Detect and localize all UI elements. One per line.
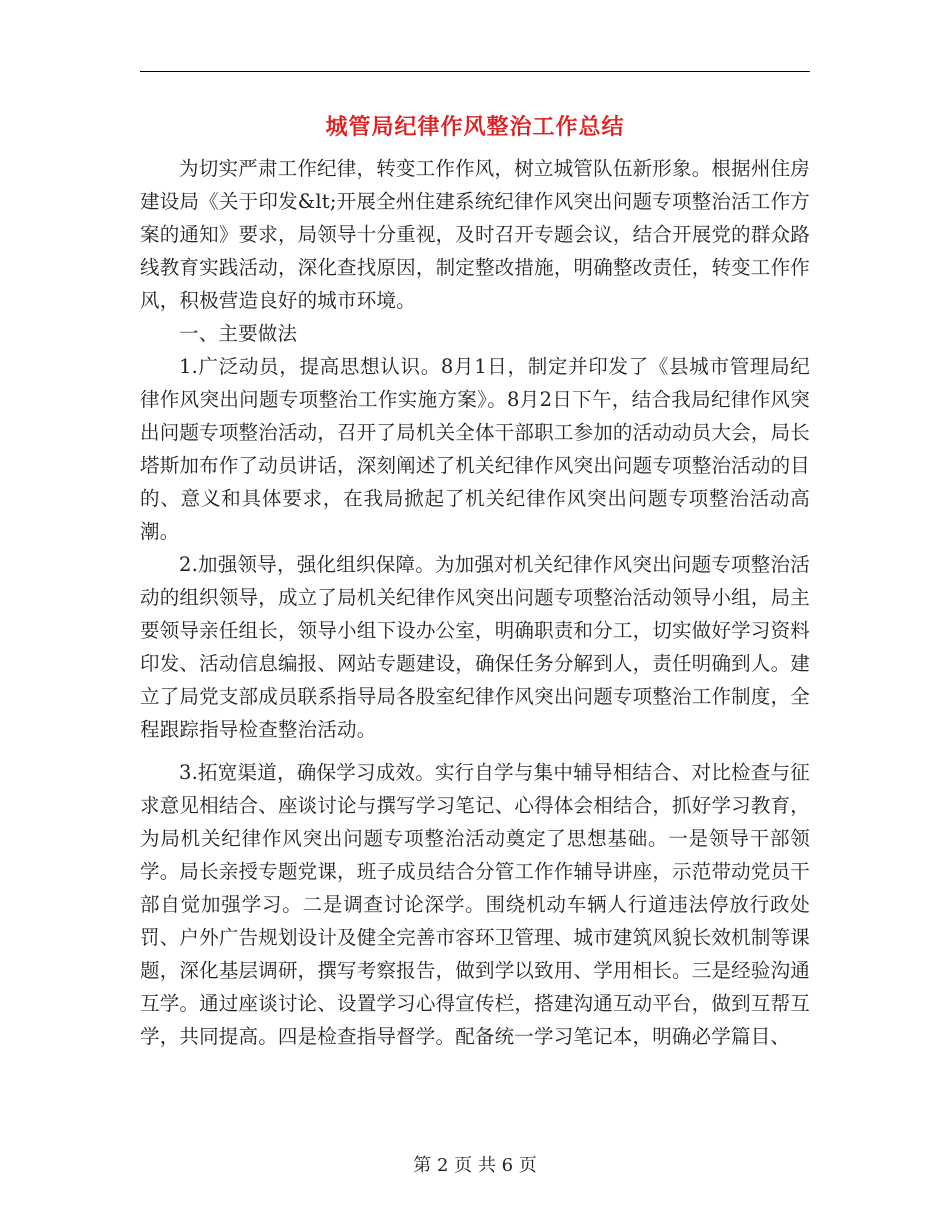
- paragraph-intro: 为切实严肃工作纪律，转变工作作风，树立城管队伍新形象。根据州住房建设局《关于印发&lt;开展全州住建系统纪律作风突出问题专项整治活工作方案的通知》要求，局领导十分重视，及时召开专题会议，结合开展党的群众路线教育实践活动，深化查找原因，制定整改措施，明确整改责任，转变工作作风，积极营造良好的城市环境。: [140, 157, 810, 312]
- document-body: [140, 152, 810, 1053]
- section-heading: 一、主要做法: [179, 322, 298, 345]
- page-footer: 第 2 页 共 6 页: [413, 1155, 537, 1176]
- paragraph-item-2: 2.加强领导，强化组织保障。为加强对机关纪律作风突出问题专项整治活动的组织领导，成立了局机关纪律作风突出问题专项整治活动领导小组，局主要领导亲任组长，领导小组下设办公室，明确职责和分工，切实做好学习资料印发、活动信息编报、网站专题建设，确保任务分解到人，责任明确到人。建立了局党支部成员联系指导局各股室纪律作风突出问题专项整治工作制度，全程跟踪指导检查整治活动。: [140, 553, 810, 741]
- document-title: 城管局纪律作风整治工作总结: [325, 114, 625, 140]
- header-rule: [140, 71, 810, 72]
- paragraph-item-3: 3.拓宽渠道，确保学习成效。实行自学与集中辅导相结合、对比检查与征求意见相结合、座谈讨论与撰写学习笔记、心得体会相结合，抓好学习教育，为局机关纪律作风突出问题专项整治活动奠定了思想基础。一是领导干部领学。局长亲授专题党课，班子成员结合分管工作作辅导讲座，示范带动党员干部自觉加强学习。二是调查讨论深学。围绕机动车辆人行道违法停放行政处罚、户外广告规划设计及健全完善市容环卫管理、城市建筑风貌长效机制等课题，深化基层调研，撰写考察报告，做到学以致用、学用相长。三是经验沟通互学。通过座谈讨论、设置学习心得宣传栏，搭建沟通互动平台，做到互帮互学，共同提高。四是检查指导督学。配备统一学习笔记本，明确必学篇目、: [140, 761, 810, 1048]
- paragraph-item-1: 1.广泛动员，提高思想认识。8月1日，制定并印发了《县城市管理局纪律作风突出问题专项整治工作实施方案》。8月2日下午，结合我局纪律作风突出问题专项整治活动，召开了局机关全体干部职工参加的活动动员大会，局长塔斯加布作了动员讲话，深刻阐述了机关纪律作风突出问题专项整治活动的目的、意义和具体要求，在我局掀起了机关纪律作风突出问题专项整治活动高潮。: [140, 355, 810, 543]
